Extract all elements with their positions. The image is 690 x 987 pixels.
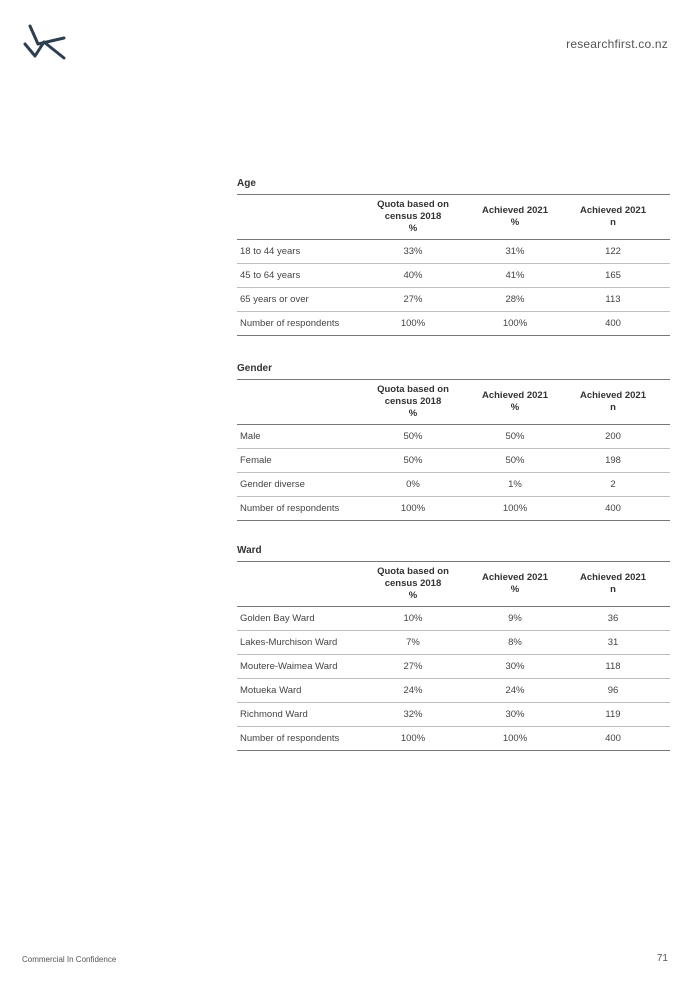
ward-section xyxy=(237,545,670,751)
table-row xyxy=(237,425,670,449)
cell-achieved-n: 400 xyxy=(556,497,670,521)
header-achieved-n: Achieved 2021 n xyxy=(579,572,646,595)
table-row xyxy=(237,288,670,312)
gender-title: Gender xyxy=(237,363,273,374)
cell-achieved-pct: 1% xyxy=(474,473,556,497)
cell-achieved-pct: 100% xyxy=(474,312,556,336)
row-label: 65 years or over xyxy=(237,288,352,312)
cell-quota: 27% xyxy=(352,288,474,312)
row-label: Number of respondents xyxy=(237,727,352,751)
cell-achieved-n: 2 xyxy=(556,473,670,497)
table-row xyxy=(237,607,670,631)
table-row xyxy=(237,679,670,703)
table-row xyxy=(237,631,670,655)
header-achieved-pct: Achieved 2021 % xyxy=(481,390,548,413)
confidentiality-note: Commercial In Confidence xyxy=(22,955,117,964)
table-row xyxy=(237,264,670,288)
row-label: Gender diverse xyxy=(237,473,352,497)
table-row-total xyxy=(237,312,670,336)
cell-achieved-n: 36 xyxy=(556,607,670,631)
cell-achieved-pct: 50% xyxy=(474,449,556,473)
ward-title: Ward xyxy=(237,545,262,556)
cell-quota: 7% xyxy=(352,631,474,655)
cell-achieved-n: 400 xyxy=(556,727,670,751)
row-label: Golden Bay Ward xyxy=(237,607,352,631)
cell-quota: 10% xyxy=(352,607,474,631)
age-table xyxy=(237,194,670,336)
header-blank xyxy=(237,562,352,607)
header-quota: Quota based on census 2018 % xyxy=(377,566,449,601)
table-header-row xyxy=(237,380,670,425)
header-quota: Quota based on census 2018 % xyxy=(377,199,449,234)
header-blank xyxy=(237,195,352,240)
cell-achieved-n: 96 xyxy=(556,679,670,703)
header-achieved-pct: Achieved 2021 % xyxy=(481,572,548,595)
cell-achieved-n: 113 xyxy=(556,288,670,312)
cell-quota: 50% xyxy=(352,425,474,449)
cell-achieved-n: 198 xyxy=(556,449,670,473)
cell-achieved-n: 400 xyxy=(556,312,670,336)
cell-achieved-n: 118 xyxy=(556,655,670,679)
row-label: Moutere-Waimea Ward xyxy=(237,655,352,679)
header-achieved-n: Achieved 2021 n xyxy=(579,205,646,228)
cell-quota: 100% xyxy=(352,312,474,336)
cell-achieved-n: 122 xyxy=(556,240,670,264)
header-achieved-n: Achieved 2021 n xyxy=(579,390,646,413)
cell-achieved-pct: 9% xyxy=(474,607,556,631)
cell-quota: 0% xyxy=(352,473,474,497)
cell-achieved-pct: 50% xyxy=(474,425,556,449)
researchfirst-logo-icon xyxy=(22,22,68,62)
table-row-total xyxy=(237,497,670,521)
cell-quota: 27% xyxy=(352,655,474,679)
cell-achieved-pct: 100% xyxy=(474,727,556,751)
table-row xyxy=(237,655,670,679)
table-row xyxy=(237,473,670,497)
age-title: Age xyxy=(237,178,256,189)
table-row xyxy=(237,240,670,264)
cell-achieved-n: 165 xyxy=(556,264,670,288)
cell-achieved-pct: 31% xyxy=(474,240,556,264)
cell-achieved-pct: 30% xyxy=(474,703,556,727)
row-label: 45 to 64 years xyxy=(237,264,352,288)
cell-quota: 33% xyxy=(352,240,474,264)
ward-table xyxy=(237,561,670,751)
row-label: Number of respondents xyxy=(237,497,352,521)
row-label: Lakes-Murchison Ward xyxy=(237,631,352,655)
row-label: Number of respondents xyxy=(237,312,352,336)
cell-achieved-pct: 100% xyxy=(474,497,556,521)
table-row xyxy=(237,449,670,473)
cell-quota: 100% xyxy=(352,497,474,521)
cell-achieved-pct: 24% xyxy=(474,679,556,703)
cell-achieved-pct: 30% xyxy=(474,655,556,679)
header-quota: Quota based on census 2018 % xyxy=(377,384,449,419)
gender-section xyxy=(237,363,670,521)
table-row-total xyxy=(237,727,670,751)
cell-achieved-pct: 28% xyxy=(474,288,556,312)
row-label: Motueka Ward xyxy=(237,679,352,703)
row-label: Male xyxy=(237,425,352,449)
table-row xyxy=(237,703,670,727)
page-number: 71 xyxy=(656,953,668,964)
cell-quota: 32% xyxy=(352,703,474,727)
row-label: 18 to 44 years xyxy=(237,240,352,264)
table-header-row xyxy=(237,195,670,240)
age-section xyxy=(237,178,670,336)
cell-quota: 24% xyxy=(352,679,474,703)
cell-achieved-n: 31 xyxy=(556,631,670,655)
cell-achieved-n: 200 xyxy=(556,425,670,449)
row-label: Richmond Ward xyxy=(237,703,352,727)
header-blank xyxy=(237,380,352,425)
cell-quota: 100% xyxy=(352,727,474,751)
site-url: researchfirst.co.nz xyxy=(566,37,668,51)
cell-quota: 50% xyxy=(352,449,474,473)
cell-achieved-pct: 41% xyxy=(474,264,556,288)
cell-achieved-pct: 8% xyxy=(474,631,556,655)
cell-quota: 40% xyxy=(352,264,474,288)
table-header-row xyxy=(237,562,670,607)
header-achieved-pct: Achieved 2021 % xyxy=(481,205,548,228)
row-label: Female xyxy=(237,449,352,473)
cell-achieved-n: 119 xyxy=(556,703,670,727)
gender-table xyxy=(237,379,670,521)
